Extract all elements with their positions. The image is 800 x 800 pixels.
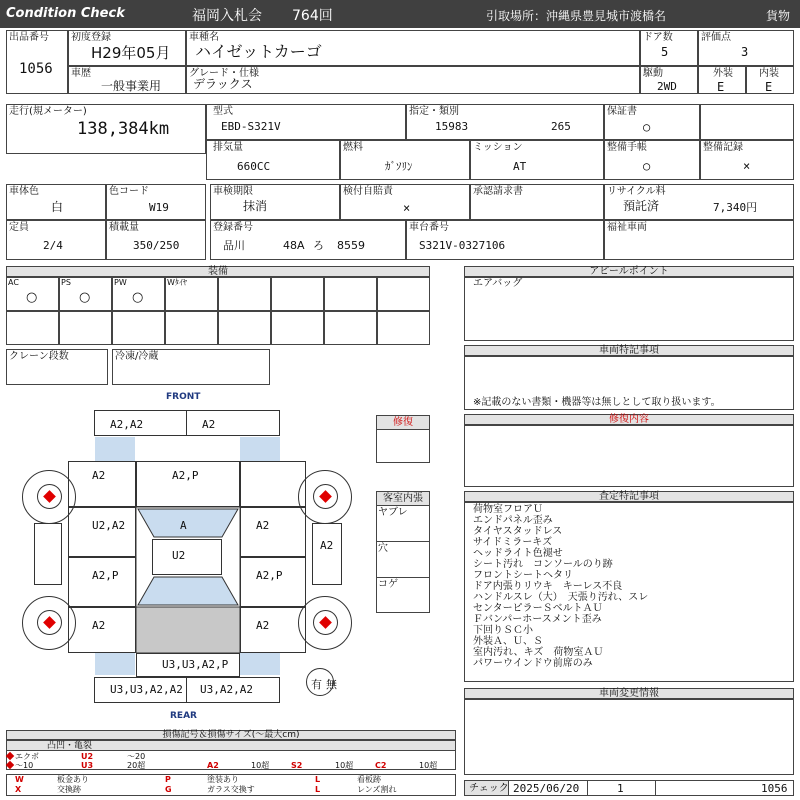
check-lot: 1056 bbox=[761, 782, 788, 795]
drive-label: 駆動 bbox=[643, 68, 663, 79]
legend-code-key: L bbox=[315, 775, 321, 784]
appeal-box bbox=[464, 277, 794, 341]
legend-cell: A2 bbox=[207, 761, 219, 770]
mileage-value: 138,384km bbox=[77, 119, 170, 139]
code-quarter-left: A2 bbox=[92, 619, 106, 632]
mileage-label: 走行(規メーター) bbox=[9, 106, 87, 117]
displacement-cell bbox=[206, 140, 340, 180]
first-registration-label: 初度登録 bbox=[71, 32, 111, 43]
equipment-cell bbox=[271, 277, 324, 311]
inspector-notes-title: 査定特記事項 bbox=[464, 491, 794, 502]
inspection-label: 車検期限 bbox=[213, 186, 253, 197]
fuel-label: 燃料 bbox=[343, 142, 363, 153]
legend-cell: 〜20 bbox=[127, 752, 146, 761]
plate-kana: ろ bbox=[313, 239, 324, 252]
legend-cell: 20超 bbox=[127, 761, 146, 770]
recycle-status: 預託済 bbox=[623, 199, 660, 213]
check-count: 1 bbox=[617, 782, 624, 795]
equipment-mark: ○ bbox=[26, 290, 38, 305]
legend-code-value: レンズ割れ bbox=[357, 785, 397, 794]
spare-no: 無 bbox=[326, 678, 337, 691]
code-front-right: A2 bbox=[202, 418, 216, 431]
header-bar bbox=[0, 0, 800, 28]
record-value: × bbox=[743, 159, 751, 173]
legend-cell: C2 bbox=[375, 761, 387, 770]
legend-code-key: X bbox=[15, 785, 22, 794]
equipment-cell bbox=[377, 277, 430, 311]
vehicle-category: 貨物 bbox=[766, 9, 791, 23]
legend-code-key: W bbox=[15, 775, 24, 784]
quarter-right bbox=[240, 607, 306, 653]
capacity-label: 定員 bbox=[9, 222, 29, 233]
score-cell bbox=[698, 30, 794, 66]
equipment-label: AC bbox=[8, 278, 19, 287]
cabin-lining-title: 客室内張 bbox=[377, 492, 429, 506]
fender-right bbox=[240, 461, 306, 507]
plate-area: 品川 bbox=[223, 239, 245, 252]
grade-value: デラックス bbox=[193, 77, 253, 91]
fridge-label: 冷凍/冷蔵 bbox=[115, 351, 159, 362]
capacity-cell bbox=[6, 220, 106, 260]
mission-value: AT bbox=[513, 160, 527, 173]
mission-cell bbox=[470, 140, 604, 180]
legend-cell: S2 bbox=[291, 761, 303, 770]
plate-cell bbox=[210, 220, 406, 260]
headlight-left bbox=[95, 437, 135, 461]
lot-number-value: 1056 bbox=[19, 61, 53, 77]
tax-value: × bbox=[403, 201, 411, 215]
body-color-label: 車体色 bbox=[9, 186, 39, 197]
model-value: EBD-S321V bbox=[221, 120, 281, 133]
doors-cell bbox=[640, 30, 698, 66]
exterior-value: E bbox=[717, 80, 725, 94]
equipment-cell bbox=[377, 311, 430, 345]
inspector-note: 外装Ａ、Ｕ、Ｓ bbox=[473, 636, 543, 647]
recycle-value: 7,340円 bbox=[713, 201, 758, 214]
inspector-note: エンドパネル歪み bbox=[473, 515, 553, 526]
windshield-rear bbox=[138, 577, 238, 605]
history-cell bbox=[68, 66, 186, 94]
code-side-right: A2 bbox=[320, 539, 334, 552]
designation-cell bbox=[406, 104, 604, 140]
fridge-cell bbox=[112, 349, 270, 385]
taillight-right bbox=[240, 653, 280, 675]
code-front-left: A2,A2 bbox=[110, 418, 144, 431]
recycle-cell bbox=[604, 184, 794, 220]
repair-content-box bbox=[464, 425, 794, 487]
legend-codes bbox=[6, 774, 456, 796]
vehicle-name-value: ハイゼットカーゴ bbox=[195, 42, 322, 61]
mileage-cell bbox=[6, 104, 206, 154]
code-fender-left: A2 bbox=[92, 469, 106, 482]
record-label: 整備記録 bbox=[703, 142, 743, 153]
equipment-cell bbox=[112, 277, 165, 311]
wheel-front-left bbox=[22, 470, 76, 524]
score-label: 評価点 bbox=[701, 32, 731, 43]
equipment-cell bbox=[324, 277, 377, 311]
pickup-location: 引取場所：沖縄県豊見城市渡橋名 bbox=[486, 9, 667, 23]
cargo-floor bbox=[136, 607, 240, 653]
front-label: FRONT bbox=[166, 392, 201, 402]
notes-box bbox=[464, 356, 794, 410]
equipment-cell bbox=[271, 311, 324, 345]
lot-number-label: 出品番号 bbox=[9, 32, 49, 43]
code-quarter-right: A2 bbox=[256, 619, 270, 632]
cabin-tear-label: ヤブレ bbox=[378, 507, 408, 518]
inspector-note: サイドミラーキズ bbox=[473, 537, 553, 548]
plate-number: 8559 bbox=[337, 239, 365, 252]
code-rear-gate: U3,U3,A2,P bbox=[162, 658, 229, 671]
inspector-note: 荷物室フロアＵ bbox=[473, 504, 543, 515]
maintenance-value: ○ bbox=[643, 159, 651, 173]
equipment-grid bbox=[6, 277, 430, 345]
approval-label: 承認請求書 bbox=[473, 186, 523, 197]
code-hood: A2,P bbox=[172, 469, 199, 482]
warranty-extra-cell bbox=[700, 104, 794, 140]
model-cell bbox=[206, 104, 406, 140]
exterior-label: 外装 bbox=[713, 68, 733, 79]
exterior-cell bbox=[698, 66, 746, 94]
crane-label: クレーン段数 bbox=[9, 351, 69, 362]
legend-cell: 10超 bbox=[419, 761, 438, 770]
wheel-rear-right bbox=[298, 596, 352, 650]
legend-cell: エクボ bbox=[15, 752, 39, 761]
wheel-rear-left bbox=[22, 596, 76, 650]
fuel-value: ｶﾞｿﾘﾝ bbox=[385, 160, 413, 173]
history-label: 車歴 bbox=[71, 68, 91, 79]
interior-label: 内装 bbox=[759, 68, 779, 79]
vehicle-name-cell bbox=[186, 30, 640, 66]
grade-label: グレード・仕様 bbox=[189, 68, 259, 79]
capacity-value: 2/4 bbox=[43, 239, 63, 252]
damage-marker-icon bbox=[6, 761, 14, 769]
door-right-front bbox=[240, 507, 306, 557]
displacement-label: 排気量 bbox=[213, 142, 243, 153]
wheel-front-right bbox=[298, 470, 352, 524]
appeal-text: エアバッグ bbox=[473, 278, 523, 289]
damage-marker-icon bbox=[6, 752, 14, 760]
code-door-left-front: U2,A2 bbox=[92, 519, 126, 532]
spare-yes: 有 bbox=[311, 678, 322, 691]
door-left-front bbox=[68, 507, 136, 557]
model-label: 型式 bbox=[213, 106, 233, 117]
cabin-hole-label: 穴 bbox=[378, 543, 388, 554]
lot-number-cell bbox=[6, 30, 68, 94]
check-row bbox=[464, 780, 794, 796]
notes-title: 車両特記事項 bbox=[464, 345, 794, 356]
color-code-label: 色コード bbox=[109, 186, 149, 197]
inspector-notes-box bbox=[464, 502, 794, 682]
inspector-note: ドア内張りリウキ キーレス不良 bbox=[473, 581, 623, 592]
plate-label: 登録番号 bbox=[213, 222, 253, 233]
damage-diagram bbox=[0, 400, 460, 710]
legend-dent-heading: 凸凹・亀裂 bbox=[47, 741, 93, 751]
equipment-cell bbox=[59, 277, 112, 311]
designation-value: 15983 bbox=[435, 120, 469, 133]
windshield-front bbox=[138, 509, 238, 537]
inspector-note: パワーウインドウ前席のみ bbox=[473, 658, 593, 669]
interior-value: E bbox=[765, 80, 773, 94]
equipment-cell bbox=[59, 311, 112, 345]
hood-panel bbox=[136, 461, 240, 507]
tax-label: 検付自賠責 bbox=[343, 186, 393, 197]
check-date: 2025/06/20 bbox=[513, 782, 580, 795]
side-right-panel bbox=[312, 523, 342, 585]
legend-code-value: ガラス交換す bbox=[207, 785, 255, 794]
maintenance-cell bbox=[604, 140, 700, 180]
equipment-title: 装備 bbox=[6, 266, 430, 277]
code-bumper-left: U3,U3,A2,A2 bbox=[110, 683, 183, 696]
legend-cell: 〜10 bbox=[15, 761, 34, 770]
class-value: 265 bbox=[551, 120, 571, 133]
legend-table bbox=[6, 740, 456, 770]
chassis-cell bbox=[406, 220, 604, 260]
maintenance-label: 整備手帳 bbox=[607, 142, 647, 153]
legend-code-value: 板金あり bbox=[57, 775, 89, 784]
legend-code-value: 交換跡 bbox=[57, 785, 81, 794]
code-door-right-rear: A2,P bbox=[256, 569, 283, 582]
equipment-mark: ○ bbox=[79, 290, 91, 305]
equipment-cell bbox=[165, 311, 218, 345]
vehicle-name-label: 車種名 bbox=[189, 32, 219, 43]
repair-label: 修復 bbox=[377, 416, 429, 430]
chassis-value: S321V-0327106 bbox=[419, 239, 506, 252]
notes-text: ※記載のない書類・機器等は無しとして取り扱います。 bbox=[473, 397, 721, 408]
roof-cabin bbox=[136, 507, 240, 653]
door-right-rear bbox=[240, 557, 306, 607]
inspection-value: 抹消 bbox=[243, 199, 268, 213]
tax-cell bbox=[340, 184, 470, 220]
code-roof: A bbox=[180, 519, 187, 532]
equipment-cell bbox=[218, 277, 271, 311]
inspector-note: タイヤスタッドレス bbox=[473, 526, 563, 537]
equipment-label: Wﾀｲﾔ bbox=[167, 278, 187, 287]
legend-code-key: P bbox=[165, 775, 171, 784]
score-value: 3 bbox=[741, 45, 749, 59]
body-color-value: 白 bbox=[51, 200, 64, 214]
crane-cell bbox=[6, 349, 108, 385]
drive-cell bbox=[640, 66, 698, 94]
cabin-burn-label: コゲ bbox=[378, 579, 398, 590]
load-cell bbox=[106, 220, 206, 260]
legend-code-key: G bbox=[165, 785, 172, 794]
rear-label: REAR bbox=[170, 711, 197, 721]
fender-left bbox=[68, 461, 136, 507]
door-left-rear bbox=[68, 557, 136, 607]
auction-name: 福岡入札会 bbox=[192, 8, 262, 24]
doors-label: ドア数 bbox=[643, 32, 673, 43]
equipment-cell bbox=[6, 277, 59, 311]
load-label: 積載量 bbox=[109, 222, 139, 233]
record-cell bbox=[700, 140, 794, 180]
inspector-note: ヘッドライト色褪せ bbox=[473, 548, 563, 559]
inspector-note: ハンドルスレ（大） 天張り汚れ、スレ bbox=[473, 592, 649, 603]
displacement-value: 660CC bbox=[237, 160, 271, 173]
designation-label: 指定・類別 bbox=[409, 106, 459, 117]
legend-cell: U2 bbox=[81, 752, 94, 761]
appeal-title: アピールポイント bbox=[464, 266, 794, 277]
code-door-right-front: A2 bbox=[256, 519, 270, 532]
equipment-cell bbox=[112, 311, 165, 345]
legend-title: 損傷記号＆損傷サイズ(〜最大cm) bbox=[6, 730, 456, 740]
legend-code-key: L bbox=[315, 785, 321, 794]
drive-value: 2WD bbox=[657, 80, 677, 93]
equipment-cell bbox=[218, 311, 271, 345]
mission-label: ミッション bbox=[473, 142, 523, 153]
legend-cell: 10超 bbox=[251, 761, 270, 770]
code-cabin: U2 bbox=[172, 549, 186, 562]
plate-class: 48A bbox=[283, 239, 305, 252]
first-registration-cell bbox=[68, 30, 186, 66]
taillight-left bbox=[95, 653, 135, 675]
inspector-note: 室内汚れ、キズ 荷物室ＡＵ bbox=[473, 647, 604, 658]
change-info-title: 車両変更情報 bbox=[464, 688, 794, 699]
headlight-right bbox=[240, 437, 280, 461]
code-door-left-rear: A2,P bbox=[92, 569, 119, 582]
legend-cell: U3 bbox=[81, 761, 94, 770]
form-title: Condition Check bbox=[6, 6, 125, 21]
inspector-note: Ｆバンパーホースメント歪み bbox=[473, 614, 602, 625]
history-value: 一般事業用 bbox=[101, 79, 162, 93]
equipment-mark: ○ bbox=[132, 290, 144, 305]
load-value: 350/250 bbox=[133, 239, 180, 252]
grade-cell bbox=[186, 66, 640, 94]
inspection-cell bbox=[210, 184, 340, 220]
chassis-label: 車台番号 bbox=[409, 222, 449, 233]
equipment-label: PW bbox=[114, 278, 127, 287]
legend-code-value: 塗装あり bbox=[207, 775, 239, 784]
approval-cell bbox=[470, 184, 604, 220]
fuel-cell bbox=[340, 140, 470, 180]
legend-code-value: 看板跡 bbox=[357, 775, 381, 784]
inspector-note: フロントシートヘタリ bbox=[473, 570, 573, 581]
change-info-box bbox=[464, 699, 794, 775]
interior-cell bbox=[746, 66, 794, 94]
cabin-interior bbox=[152, 539, 222, 575]
color-code-value: W19 bbox=[149, 201, 169, 214]
warranty-cell bbox=[604, 104, 700, 140]
first-registration-value: H29年05月 bbox=[91, 44, 171, 62]
warranty-label: 保証書 bbox=[607, 106, 637, 117]
inspector-note: センターピラーＳベルトＡＵ bbox=[473, 603, 603, 614]
check-label: チェック bbox=[469, 783, 509, 794]
recycle-label: リサイクル料 bbox=[607, 186, 666, 197]
inspector-note: 下回りＳＣ小 bbox=[473, 625, 533, 636]
legend-cell: 10超 bbox=[335, 761, 354, 770]
equipment-cell bbox=[165, 277, 218, 311]
equipment-cell bbox=[324, 311, 377, 345]
welfare-label: 福祉車両 bbox=[607, 222, 647, 233]
inspector-note: シート汚れ コンソールのり跡 bbox=[473, 559, 613, 570]
auction-count: 764回 bbox=[292, 8, 333, 24]
color-code-cell bbox=[106, 184, 206, 220]
body-color-cell bbox=[6, 184, 106, 220]
side-left-panel bbox=[34, 523, 62, 585]
equipment-label: PS bbox=[61, 278, 71, 287]
code-bumper-right: U3,A2,A2 bbox=[200, 683, 253, 696]
welfare-cell bbox=[604, 220, 794, 260]
equipment-cell bbox=[6, 311, 59, 345]
repair-box bbox=[376, 415, 430, 463]
doors-value: 5 bbox=[661, 45, 669, 59]
cabin-lining-box bbox=[376, 491, 430, 613]
repair-content-title: 修復内容 bbox=[464, 414, 794, 425]
warranty-value: ○ bbox=[643, 120, 651, 134]
